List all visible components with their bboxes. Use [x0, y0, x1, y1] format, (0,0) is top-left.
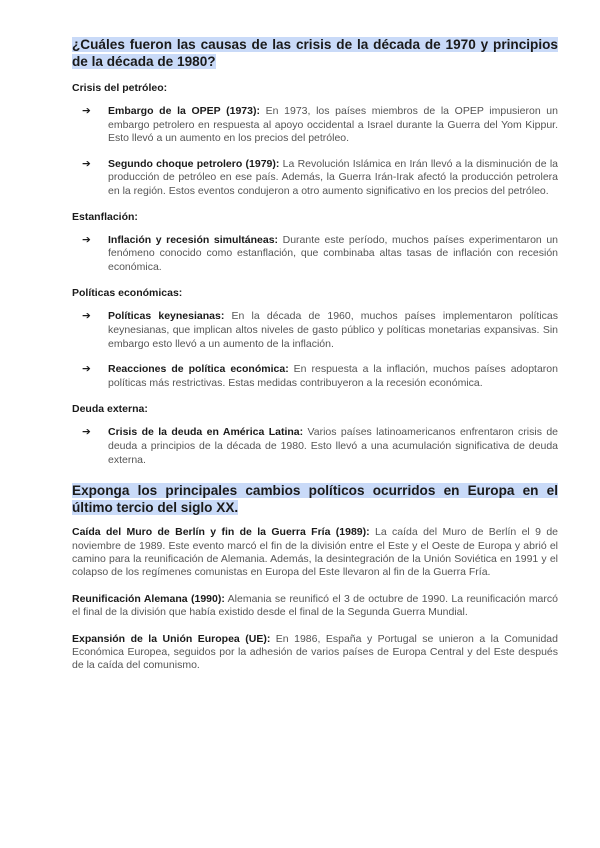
paragraph-reunificacion: Reunificación Alemana (1990): Alemania se reunificó el 3 de octubre de 1990. La reunificación marcó el final de la división que había existido desde el final de la Segunda Guerra Mundial.: [72, 592, 558, 619]
arrow-icon: ➔: [82, 233, 91, 246]
group-label-politicas-economicas: Políticas económicas:: [72, 287, 183, 300]
bullet-inflacion-recesion: ➔ Inflación y recesión simultáneas: Durante este período, muchos países experimentaron un fenómeno conocido como estanflación, que combinaba altas tasas de inflación con recesión económica.: [82, 233, 559, 273]
paragraph-expansion-ue: Expansión de la Unión Europea (UE): En 1986, España y Portugal se unieron a la Comunidad Económica Europea, seguidos por la adhesión de varios países de Europa Central y del Este después de la caída del comunismo.: [72, 632, 558, 672]
group-label-deuda-externa: Deuda externa:: [72, 403, 148, 416]
arrow-icon: ➔: [82, 157, 91, 170]
paragraph-caida-muro: Caída del Muro de Berlín y fin de la Guerra Fría (1989): La caída del Muro de Berlín el 9 de noviembre de 1989. Este evento marcó el fin de la división entre el Este y el Oeste de Europa y abrió el camino para la reunificación de Alemania. Además, la desintegración de la Unión Soviética en 1991 y el colapso de los regímenes comunistas en Europa del Este llevaron al fin de la Guerra Fría.: [72, 526, 558, 579]
arrow-icon: ➔: [82, 426, 91, 439]
question-1-title: ¿Cuáles fueron las causas de las crisis de la década de 1970 y principios de la década de 1980?: [72, 37, 558, 69]
bullet-politicas-keynesianas: ➔ Políticas keynesianas: En la década de 1960, muchos países implementaron políticas keynesianas, que implican altos niveles de gasto público y políticas monetarias expansivas. Sin embargo esto llevó a un aumento de la inflación.: [82, 310, 559, 350]
arrow-icon: ➔: [82, 310, 91, 323]
group-label-crisis-petroleo: Crisis del petróleo:: [72, 82, 168, 94]
arrow-icon: ➔: [82, 363, 91, 376]
bullet-reacciones-politica: ➔ Reacciones de política económica: En respuesta a la inflación, muchos países adoptaron políticas más restrictivas. Estas medidas contribuyeron a la recesión económica.: [82, 363, 558, 389]
document-page: [72, 36, 558, 673]
arrow-icon: ➔: [82, 105, 91, 117]
group-label-estanflacion: Estanflación:: [72, 210, 138, 223]
question-2-title: Exponga los principales cambios políticos ocurridos en Europa en el último tercio del siglo XX.: [72, 483, 558, 516]
bullet-segundo-choque: ➔ Segundo choque petrolero (1979): La Revolución Islámica en Irán llevó a la disminución de la producción de petróleo en ese país. Además, la Guerra Irán-Irak afectó la producción petrolera en la región. Estos eventos condujeron a otro aumento significativo en los precios del petróleo.: [82, 157, 558, 197]
bullet-embargo-opep: ➔ Embargo de la OPEP (1973): En 1973, los países miembros de la OPEP impusieron un embargo petrolero en respuesta al apoyo occidental a Israel durante la Guerra del Yom Kippur. Esto llevó a un aumento en los precios del petróleo.: [82, 105, 558, 145]
bullet-crisis-deuda: ➔ Crisis de la deuda en América Latina: Varios países latinoamericanos enfrentaron crisis de deuda a principios de la década de 1980. Esto llevó a una acumulación significativa de deuda externa.: [82, 426, 559, 466]
